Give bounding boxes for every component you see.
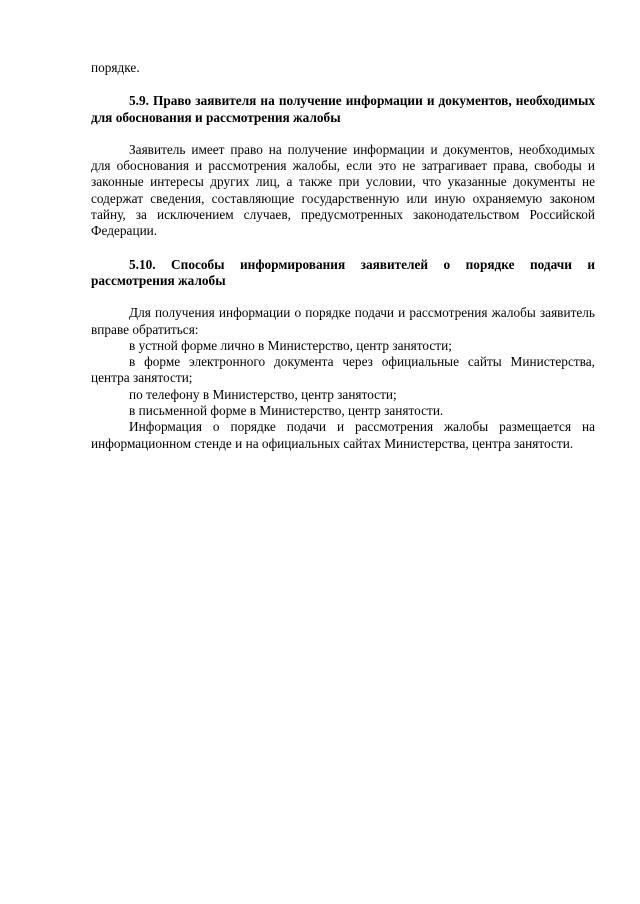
section-paragraph: Информация о порядке подачи и рассмотрения жалобы размещается на информационном стенде и на официальных сайтах Министерства, центра занятости.: [91, 419, 595, 451]
list-item: в устной форме лично в Министерство, центр занятости;: [129, 337, 452, 353]
list-item: по телефону в Министерство, центр занятости;: [129, 386, 397, 402]
section-paragraph: Для получения информации о порядке подачи и рассмотрения жалобы заявитель вправе обратиться:: [91, 305, 595, 337]
continuation-text: порядке.: [91, 60, 140, 75]
section-paragraph: Заявитель имеет право на получение информации и документов, необходимых для обоснования и рассмотрения жалобы, если это не затрагивает права, свободы и законные интересы других лиц, а также при условии, что указанные документы не содержат сведения, составляющие государственную или иную охраняемую законом тайну, за исключением случаев, предусмотренных законодательством Российской Федерации.: [91, 141, 595, 239]
section-heading-5-10: 5.10. Способы информирования заявителей о порядке подачи и рассмотрения жалобы: [91, 256, 595, 288]
list-item: в форме электронного документа через официальные сайты Министерства, центра занятости;: [91, 354, 595, 386]
section-heading-5-9: 5.9. Право заявителя на получение информации и документов, необходимых для обоснования и рассмотрения жалобы: [91, 93, 595, 125]
document-body: [91, 60, 595, 452]
list-item: в письменной форме в Министерство, центр занятости.: [129, 403, 444, 419]
